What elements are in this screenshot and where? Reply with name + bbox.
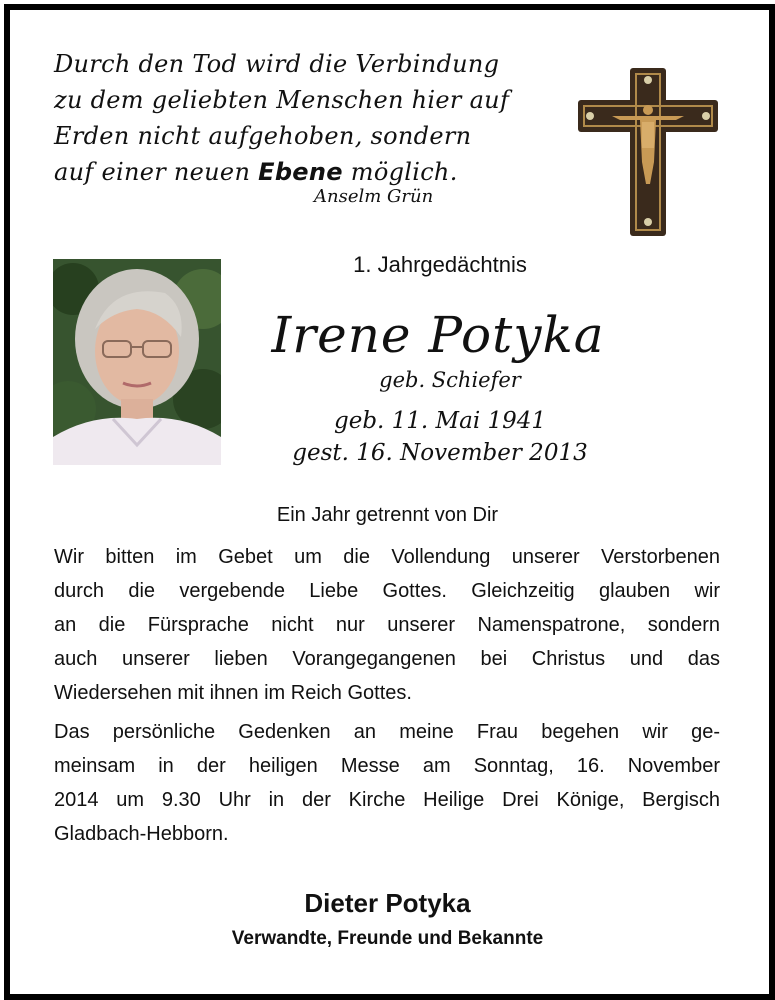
birth-name: geb. Schiefer (379, 368, 521, 392)
birth-date: geb. 11. Mai 1941 (333, 408, 547, 434)
paragraph-line: 2014 um 9.30 Uhr in der Kirche Heilige Drei Könige, Bergisch (54, 789, 720, 811)
mass-paragraph (54, 715, 720, 851)
paragraph-line: Wir bitten im Gebet um die Vollendung unserer Verstorbenen (54, 546, 720, 568)
death-date: gest. 16. November 2013 (292, 440, 588, 466)
signer-relatives: Verwandte, Freunde und Bekannte (231, 928, 544, 949)
quote-line: Erden nicht aufgehoben, sondern (54, 122, 472, 150)
paragraph-line: an die Fürsprache nicht nur unserer Namenspatrone, sondern (54, 614, 720, 636)
prayer-paragraph (54, 540, 720, 710)
anniversary-title: 1. Jahrgedächtnis (353, 252, 527, 277)
quote-line-last (54, 154, 554, 190)
deceased-name: Irene Potyka (271, 306, 605, 364)
quote-block (54, 46, 554, 190)
paragraph-line: auch unserer lieben Vorangegangenen bei Christus und das (54, 648, 720, 670)
paragraph-line: Gladbach-Hebborn. (54, 823, 229, 845)
quote-emphasis: Ebene (258, 158, 343, 186)
crucifix-icon (576, 66, 720, 238)
paragraph-line: durch die vergebende Liebe Gottes. Gleichzeitig glauben wir (54, 580, 720, 602)
notice-subtitle: Ein Jahr getrennt von Dir (276, 504, 499, 526)
portrait-photo (53, 259, 221, 465)
quote-line: Durch den Tod wird die Verbindung (54, 50, 500, 78)
paragraph-line: Das persönliche Gedenken an meine Frau begehen wir ge- (54, 721, 720, 743)
quote-line: zu dem geliebten Menschen hier auf (54, 86, 510, 114)
quote-text: auf einer neuen (54, 158, 259, 186)
quote-author: Anselm Grün (314, 186, 434, 207)
paragraph-line: Wiedersehen mit ihnen im Reich Gottes. (54, 682, 412, 704)
quote-text: möglich. (342, 158, 458, 186)
signer-name: Dieter Potyka (304, 888, 471, 918)
paragraph-line: meinsam in der heiligen Messe am Sonntag, 16. November (54, 755, 720, 777)
